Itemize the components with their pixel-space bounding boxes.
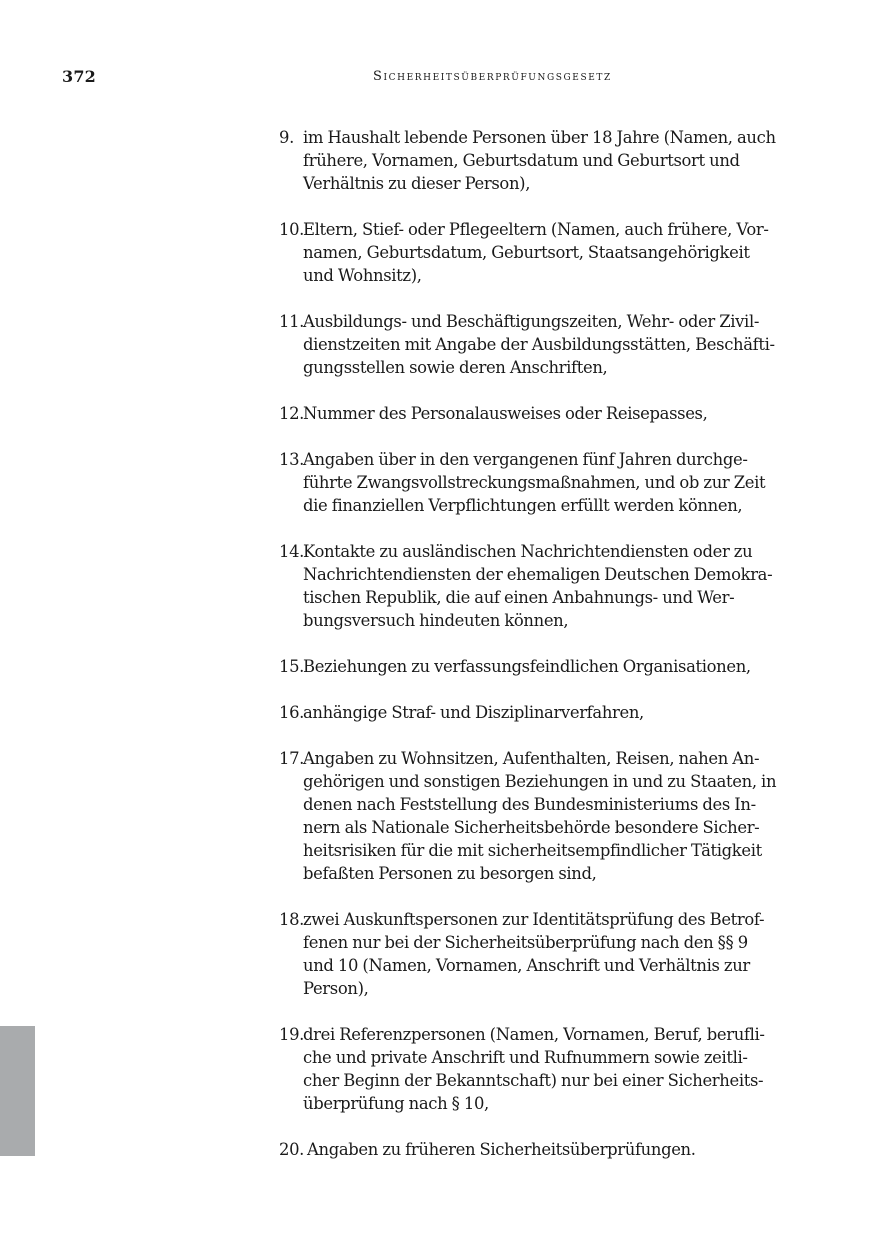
list-item-line: befaßten Personen zu besorgen sind, <box>303 864 597 883</box>
list-item <box>279 218 789 287</box>
list-item <box>279 701 789 724</box>
list-item-line: die finanziellen Verpflichtungen erfüllt werden können, <box>303 496 743 515</box>
list-item-line: Kontakte zu ausländischen Nachrichtendiensten oder zu <box>303 542 753 561</box>
list-item-line: denen nach Feststellung des Bundesministeriums des In- <box>303 795 756 814</box>
list-item <box>279 1138 789 1161</box>
list-item-number: 16. <box>279 703 305 722</box>
list-item-line: im Haushalt lebende Personen über 18 Jahre (Namen, auch <box>303 128 776 147</box>
list-item-text <box>303 126 789 195</box>
list-item <box>279 747 789 885</box>
list-item-line: che und private Anschrift und Rufnummern sowie zeitli- <box>303 1048 748 1067</box>
list-item-line: anhängige Straf- und Disziplinarverfahren, <box>303 703 644 722</box>
list-item-number: 15. <box>279 657 305 676</box>
list-item-text <box>303 448 789 517</box>
list-item-text <box>303 701 789 724</box>
list-item-number: 14. <box>279 542 305 561</box>
list-item-line: namen, Geburtsdatum, Geburtsort, Staatsangehörigkeit <box>303 243 750 262</box>
list-item-number: 10. <box>279 220 305 239</box>
list-item-line: Angaben über in den vergangenen fünf Jahren durchge- <box>303 450 748 469</box>
list-item <box>279 126 789 195</box>
list-item-line: Nachrichtendiensten der ehemaligen Deutschen Demokra- <box>303 565 773 584</box>
list-item <box>279 402 789 425</box>
list-item-number: 12. <box>279 404 305 423</box>
list-item-line: nern als Nationale Sicherheitsbehörde besondere Sicher- <box>303 818 760 837</box>
list-item-line: Eltern, Stief- oder Pflegeeltern (Namen, auch frühere, Vor- <box>303 220 769 239</box>
list-item-line: heitsrisiken für die mit sicherheitsempfindlicher Tätigkeit <box>303 841 762 860</box>
list-item-number: 11. <box>279 312 305 331</box>
list-item-text <box>303 655 789 678</box>
list-item-text <box>303 540 789 632</box>
list-item-line: dienstzeiten mit Angabe der Ausbildungsstätten, Beschäfti- <box>303 335 775 354</box>
running-header: Sicherheitsüberprüfungsgesetz <box>373 69 612 84</box>
list-item-line: Person), <box>303 979 369 998</box>
list-item-line: führte Zwangsvollstreckungsmaßnahmen, und ob zur Zeit <box>303 473 766 492</box>
list-item-line: gehörigen und sonstigen Beziehungen in und zu Staaten, in <box>303 772 777 791</box>
list-item <box>279 540 789 632</box>
list-item-text <box>307 1138 789 1161</box>
list-item-line: bungsversuch hindeuten können, <box>303 611 569 630</box>
list-item-line: drei Referenzpersonen (Namen, Vornamen, Beruf, berufli- <box>303 1025 765 1044</box>
list-item-number: 17. <box>279 749 305 768</box>
list-item-line: frühere, Vornamen, Geburtsdatum und Geburtsort und <box>303 151 740 170</box>
list-item-line: tischen Republik, die auf einen Anbahnungs- und Wer- <box>303 588 735 607</box>
list-item <box>279 448 789 517</box>
list-item-number: 18. <box>279 910 305 929</box>
thumb-index-tab <box>0 1026 35 1156</box>
list-item-line: cher Beginn der Bekanntschaft) nur bei einer Sicherheits- <box>303 1071 764 1090</box>
list-item-text <box>303 402 789 425</box>
list-item-line: überprüfung nach § 10, <box>303 1094 489 1113</box>
list-item-line: gungsstellen sowie deren Anschriften, <box>303 358 608 377</box>
list-item-number: 9. <box>279 128 294 147</box>
list-item-line: und 10 (Namen, Vornamen, Anschrift und Verhältnis zur <box>303 956 750 975</box>
list-item-line: Angaben zu früheren Sicherheitsüberprüfungen. <box>307 1140 696 1159</box>
list-item-line: und Wohnsitz), <box>303 266 422 285</box>
list-item-number: 13. <box>279 450 305 469</box>
list-item <box>279 310 789 379</box>
list-item-line: Beziehungen zu verfassungsfeindlichen Organisationen, <box>303 657 751 676</box>
list-item-text <box>303 747 789 885</box>
list-item-text <box>303 1023 789 1115</box>
list-item-number: 19. <box>279 1025 305 1044</box>
list-item-text <box>303 908 789 1000</box>
list-item-line: fenen nur bei der Sicherheitsüberprüfung nach den §§ 9 <box>303 933 748 952</box>
list-item-text <box>303 218 789 287</box>
page-number: 372 <box>62 67 96 86</box>
list-item-line: Ausbildungs- und Beschäftigungszeiten, Wehr- oder Zivil- <box>303 312 760 331</box>
list-item-line: Nummer des Personalausweises oder Reisepasses, <box>303 404 708 423</box>
list-item <box>279 1023 789 1115</box>
list-item <box>279 908 789 1000</box>
list-item-line: zwei Auskunftspersonen zur Identitätsprüfung des Betrof- <box>303 910 765 929</box>
list-item-number: 20. <box>279 1140 305 1159</box>
list-item-line: Angaben zu Wohnsitzen, Aufenthalten, Reisen, nahen An- <box>303 749 760 768</box>
list-item <box>279 655 789 678</box>
list-item-text <box>303 310 789 379</box>
enumerated-list <box>279 126 789 1161</box>
list-item-line: Verhältnis zu dieser Person), <box>303 174 531 193</box>
